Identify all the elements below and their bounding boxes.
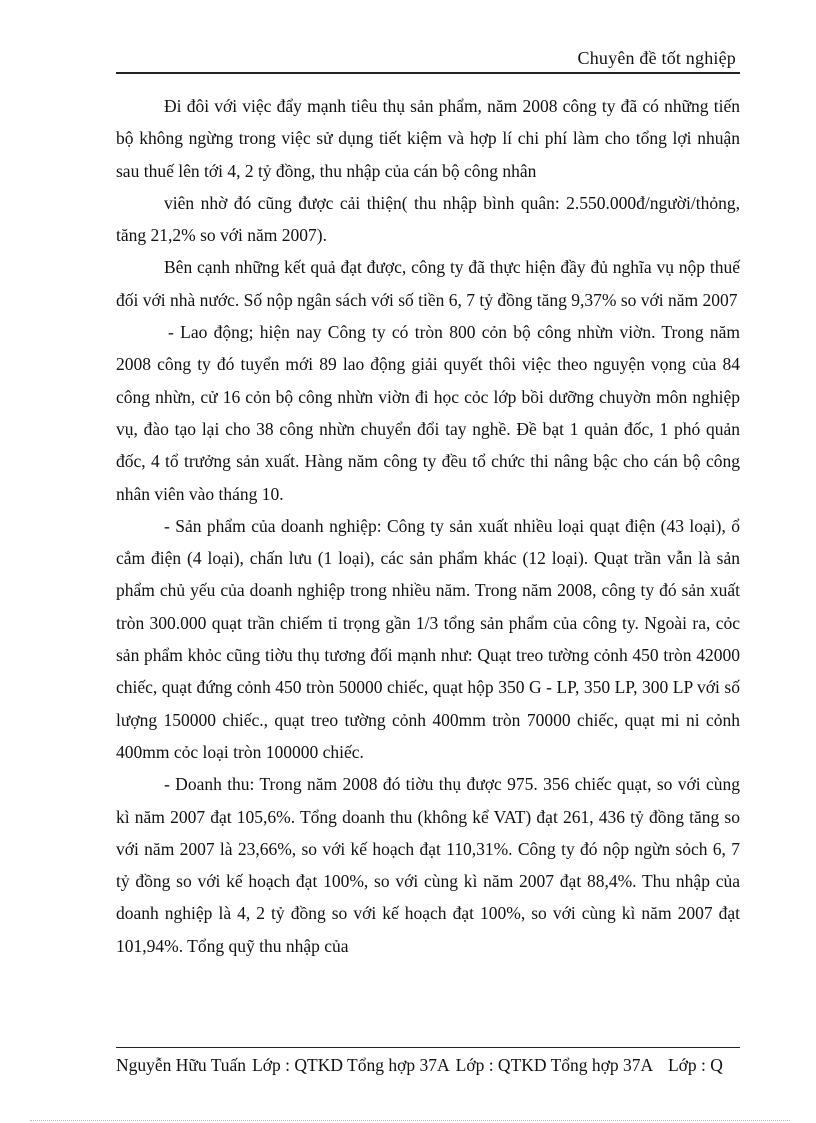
paragraph-income: viên nhờ đó cũng được cải thiện( thu nhập bình quân: 2.550.000đ/người/thỏng, tăng 21,2% so với năm 2007). bbox=[116, 192, 740, 246]
footer-class-2: Lớp : QTKD Tổng hợp 37A bbox=[455, 1055, 654, 1075]
header-divider bbox=[116, 72, 740, 74]
footer-class-1: Lớp : QTKD Tổng hợp 37A bbox=[252, 1055, 450, 1075]
document-body bbox=[116, 90, 740, 962]
paragraph-tax: Bên cạnh những kết quả đạt được, công ty đã thực hiện đầy đủ nghĩa vụ nộp thuế đối với nhà nước. Số nộp ngân sách với số tiền 6, 7 tỷ đồng tăng 9,37% so với năm 2007 bbox=[116, 257, 740, 310]
header-title: Chuyên đề tốt nghiệp bbox=[577, 48, 736, 68]
paragraph-profit: Đi đôi với việc đẩy mạnh tiêu thụ sản phẩm, năm 2008 công ty đã có những tiến bộ không ngừng trong việc sử dụng tiết kiệm và hợp lí chi phí làm cho tổng lợi nhuận sau thuế lên tới 4, 2 tỷ đồng, thu nhập của cán bộ công nhân bbox=[116, 96, 740, 181]
paragraph-labor: - Lao động; hiện nay Công ty có tròn 800 cỏn bộ công nhừn viờn. Trong năm 2008 công ty đó tuyển mới 89 lao động giải quyết thôi việc theo nguyện vọng của 84 công nhừn, cử 16 cỏn bộ công nhừn viờn đi học cỏc lớp bồi dưỡng chuyờn môn nghiệp vụ, đào tạo lại cho 38 công nhừn chuyển đổi tay nghề. Đề bạt 1 quản đốc, 1 phó quản đốc, 4 tổ trưởng sản xuất. Hàng năm công ty đều tổ chức thi nâng bậc cho cán bộ công nhân viên vào tháng 10. bbox=[116, 322, 740, 504]
paragraph-revenue: - Doanh thu: Trong năm 2008 đó tiờu thụ được 975. 356 chiếc quạt, so với cùng kì năm 2007 đạt 105,6%. Tổng doanh thu (không kể VAT) đạt 261, 436 tỷ đồng tăng so với năm 2007 là 23,66%, so với kế hoạch đạt 110,31%. Công ty đó nộp ngừn sỏch 6, 7 tỷ đồng so với kế hoạch đạt 100%, so với cùng kì năm 2007 đạt 88,4%. Thu nhập của doanh nghiệp là 4, 2 tỷ đồng so với kế hoạch đạt 100%, so với cùng kì năm 2007 đạt 101,94%. Tổng quỹ thu nhập của bbox=[116, 774, 740, 956]
footer-author: Nguyễn Hữu Tuấn bbox=[116, 1055, 247, 1075]
footer bbox=[116, 1055, 729, 1076]
footer-divider bbox=[116, 1047, 740, 1048]
page-edge-divider bbox=[30, 1120, 790, 1121]
paragraph-products: - Sản phẩm của doanh nghiệp: Công ty sản xuất nhiều loại quạt điện (43 loại), ổ cắm điện (4 loại), chấn lưu (1 loại), các sản phẩm khác (12 loại). Quạt trần vẫn là sản phẩm chủ yếu của doanh nghiệp trong nhiều năm. Trong năm 2008, công ty đó sản xuất tròn 300.000 quạt trần chiếm tỉ trọng gần 1/3 tổng sản phẩm của công ty. Ngoài ra, cỏc sản phẩm khỏc cũng tiờu thụ tương đối mạnh như: Quạt treo tường cỏnh 450 tròn 42000 chiếc, quạt đứng cỏnh 450 tròn 50000 chiếc, quạt hộp 350 G - LP, 350 LP, 300 LP với số lượng 150000 chiếc., quạt treo tường cỏnh 400mm tròn 70000 chiếc, quạt mi ni cỏnh 400mm cỏc loại tròn 100000 chiếc. bbox=[116, 515, 740, 762]
footer-class-3: Lớp : Q bbox=[667, 1055, 723, 1075]
